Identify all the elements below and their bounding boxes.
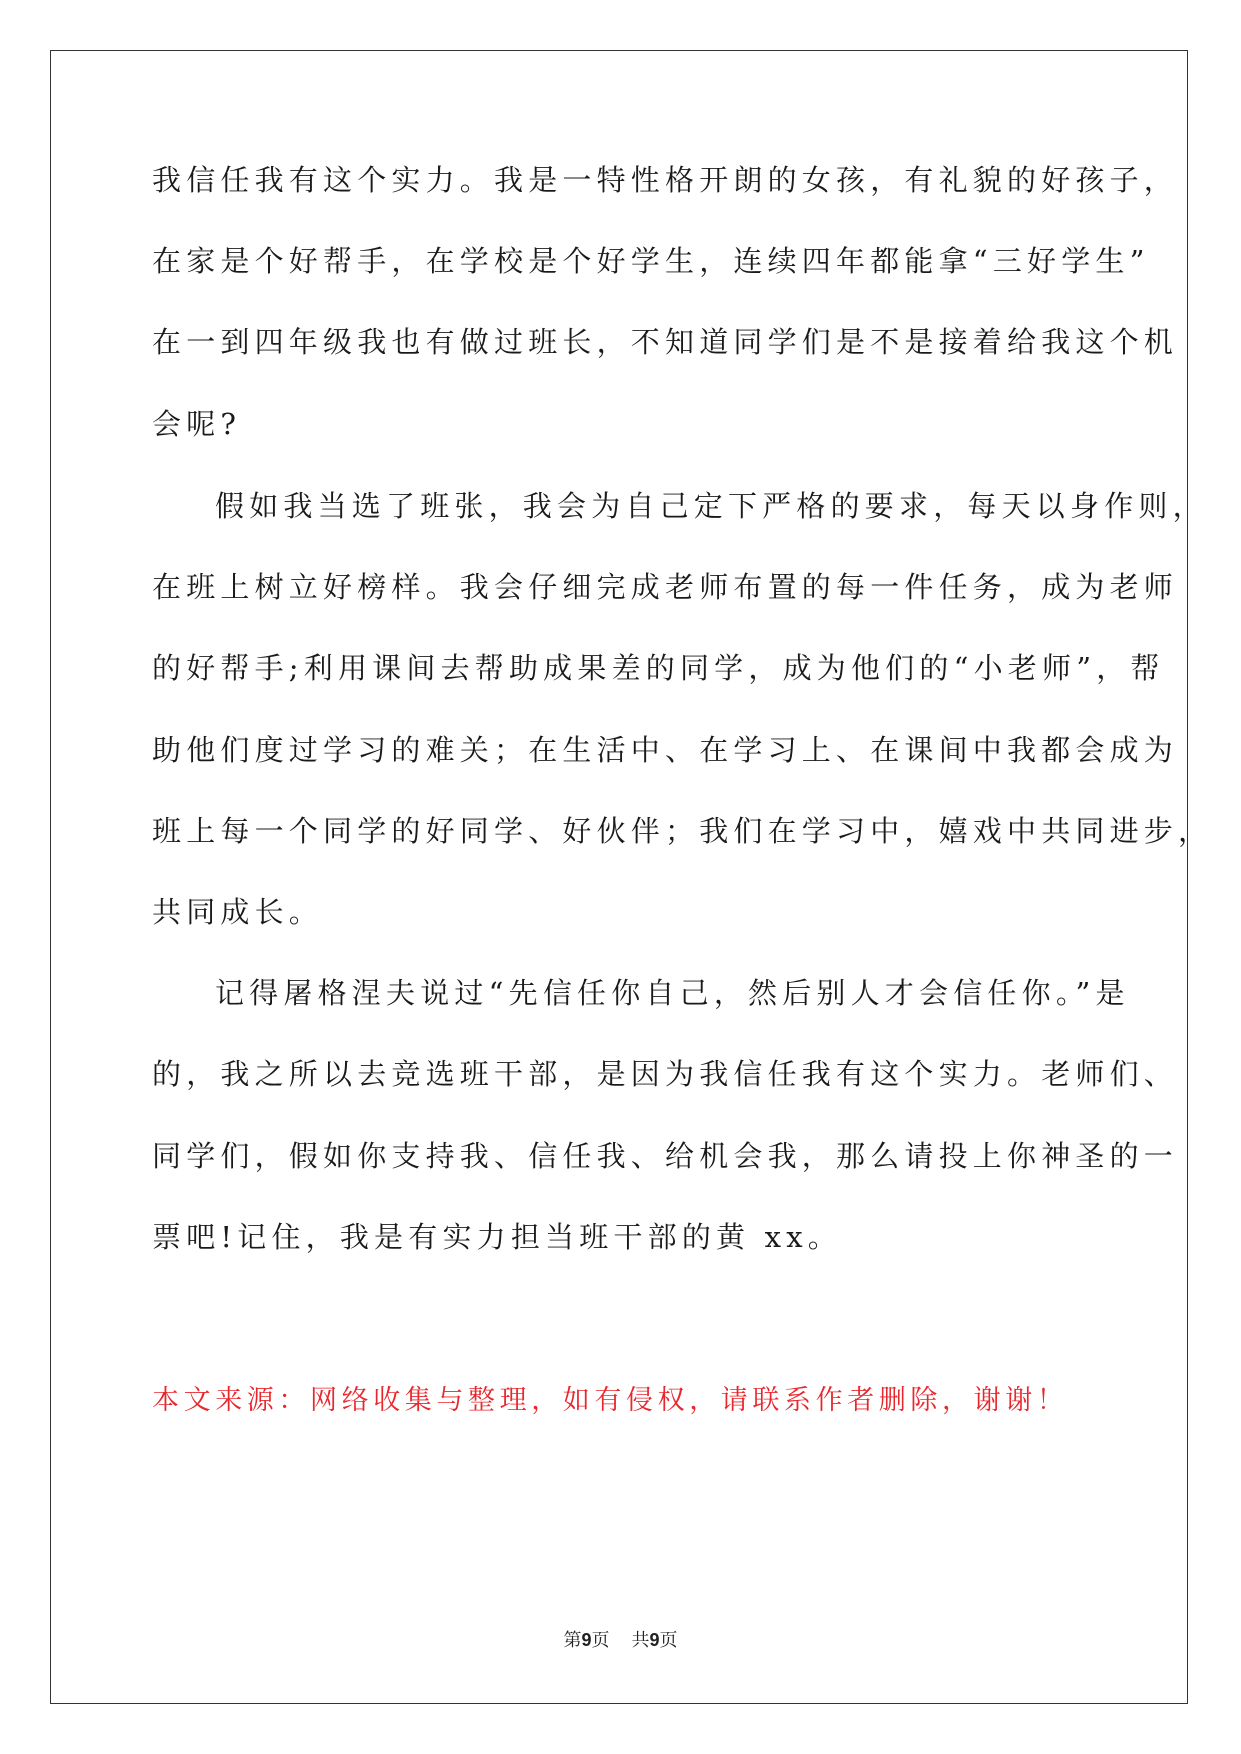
- paragraph-2-line-5: 班上每一个同学的好同学、好伙伴；我们在学习中，嬉戏中共同进步，: [152, 814, 1213, 848]
- paragraph-3-line-2: 的，我之所以去竞选班干部，是因为我信任我有这个实力。老师们、: [152, 1057, 1179, 1091]
- paragraph-2-line-6: 共同成长。: [152, 895, 324, 929]
- paragraph-3-line-4: 票吧!记住，我是有实力担当班干部的黄 xx。: [152, 1220, 842, 1254]
- paragraph-2-line-2: 在班上树立好榜样。我会仔细完成老师布置的每一件任务，成为老师: [152, 570, 1179, 604]
- footer-page-suffix: 页: [591, 1630, 610, 1651]
- page-border: [50, 50, 1188, 1704]
- source-note: 本文来源：网络收集与整理，如有侵权，请联系作者删除，谢谢！: [152, 1385, 1069, 1416]
- paragraph-3-line-3: 同学们，假如你支持我、信任我、给机会我，那么请投上你神圣的一: [152, 1139, 1179, 1173]
- paragraph-1-line-2: 在家是个好帮手，在学校是个好学生，连续四年都能拿“三好学生”: [152, 244, 1150, 278]
- footer-page-prefix: 第: [563, 1630, 582, 1651]
- paragraph-2-line-3: 的好帮手;利用课间去帮助成果差的同学，成为他们的“小老师”，帮: [152, 651, 1165, 685]
- footer-page-current: 9: [581, 1630, 592, 1650]
- page-footer: [0, 1626, 1241, 1652]
- paragraph-2-line-4: 助他们度过学习的难关；在生活中、在学习上、在课间中我都会成为: [152, 733, 1179, 767]
- paragraph-3-line-1: 记得屠格涅夫说过“先信任你自己，然后别人才会信任你。”是: [215, 976, 1130, 1010]
- paragraph-1-line-3: 在一到四年级我也有做过班长，不知道同学们是不是接着给我这个机: [152, 325, 1179, 359]
- paragraph-1-line-1: 我信任我有这个实力。我是一特性格开朗的女孩，有礼貌的好孩子，: [152, 163, 1179, 197]
- footer-page-total: 9: [649, 1630, 660, 1650]
- footer-total-suffix: 页: [659, 1630, 678, 1651]
- footer-total-prefix: 共: [631, 1630, 650, 1651]
- paragraph-2-line-1: 假如我当选了班张，我会为自己定下严格的要求，每天以身作则，: [215, 489, 1207, 523]
- paragraph-1-line-4: 会呢?: [152, 407, 242, 441]
